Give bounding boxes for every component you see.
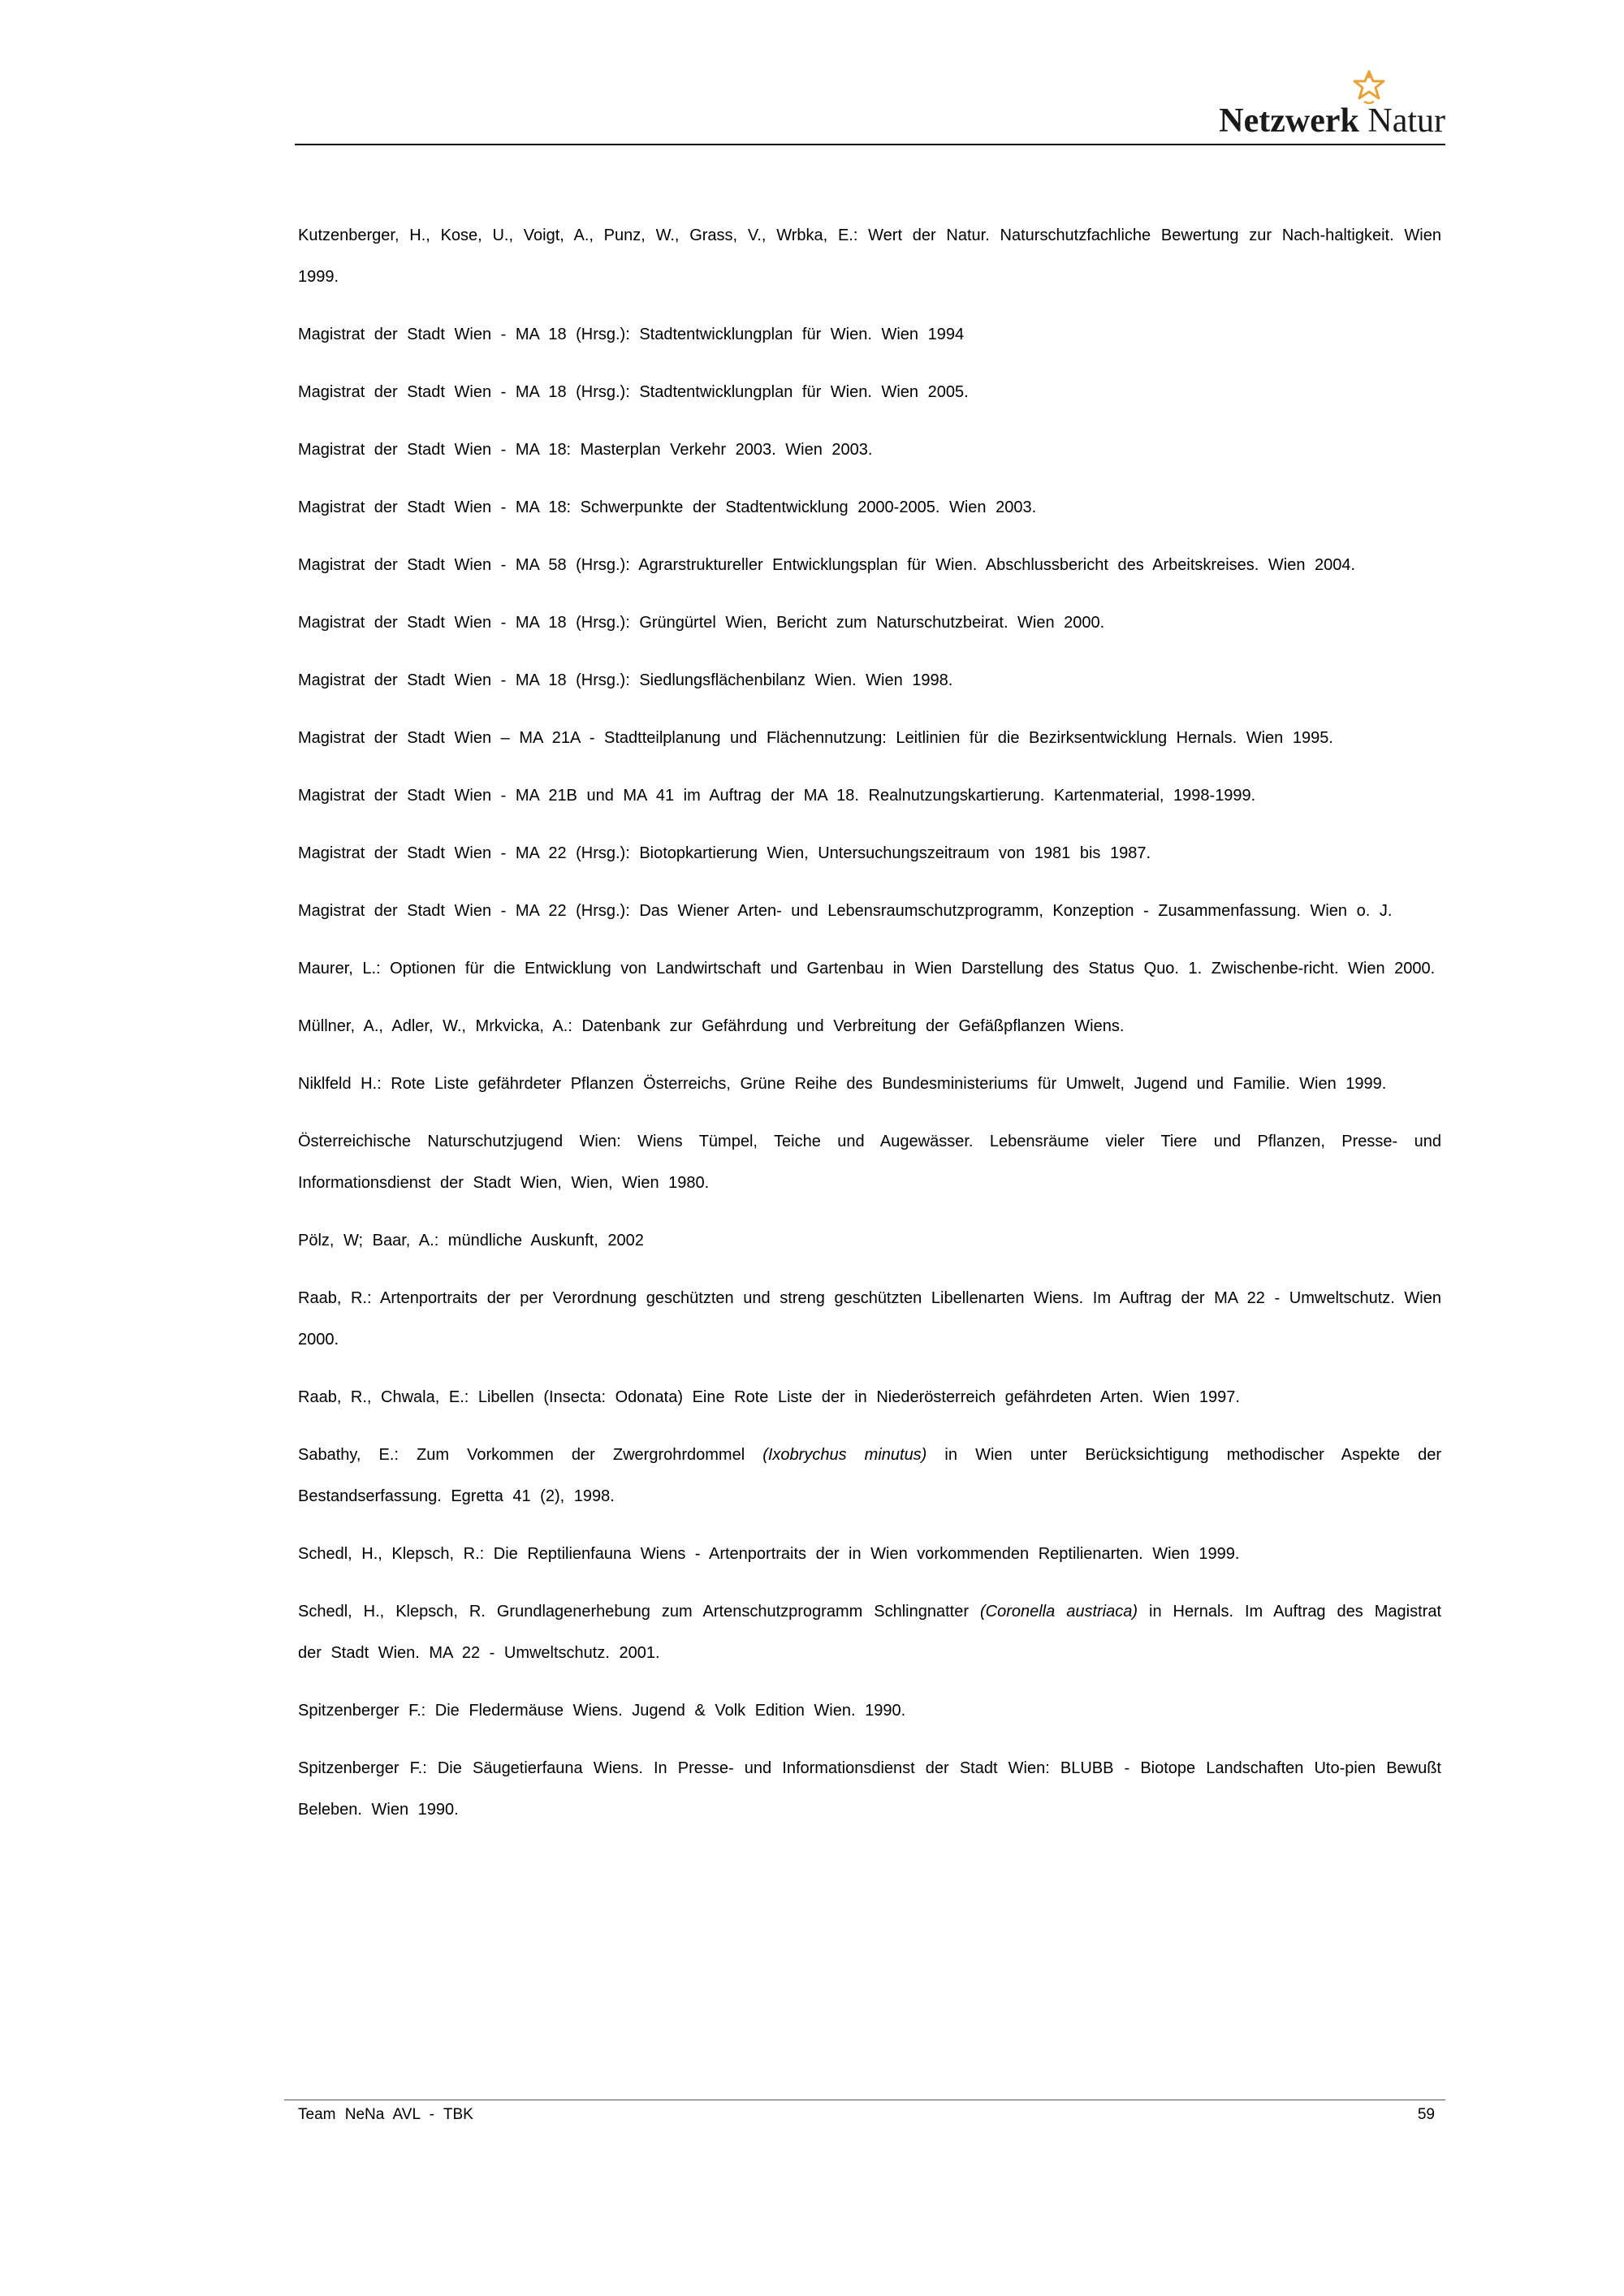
reference-entry: Magistrat der Stadt Wien - MA 18 (Hrsg.): Stadtentwicklungplan für Wien. Wien 1994 [298, 326, 965, 343]
page-number: 59 [1417, 2106, 1435, 2123]
species-name: (Coronella austriaca) [979, 1603, 1138, 1621]
reference-entry: Spitzenberger F.: Die Fledermäuse Wiens. Jugend & Volk Edition Wien. 1990. [298, 1702, 906, 1720]
footer-team-label: Team NeNa AVL - TBK [298, 2106, 473, 2123]
reference-entry [298, 1435, 1441, 1517]
reference-entry: Magistrat der Stadt Wien - MA 21B und MA 41 im Auftrag der MA 18. Realnutzungskartierung. Kartenmaterial, 1998-1999. [298, 787, 1256, 805]
reference-entry: Niklfeld H.: Rote Liste gefährdeter Pflanzen Österreichs, Grüne Reihe des Bundesministeriums für Umwelt, Jugend und Familie. Wien 1999. [298, 1075, 1387, 1093]
reference-entry: Magistrat der Stadt Wien - MA 18 (Hrsg.): Stadtentwicklungplan für Wien. Wien 2005. [298, 383, 969, 401]
reference-entry: Magistrat der Stadt Wien – MA 21A - Stadtteilplanung und Flächennutzung: Leitlinien für die Bezirksentwicklung Hernals. Wien 1995. [298, 729, 1333, 747]
reference-text: Sabathy, E.: Zum Vorkommen der Zwergrohrdommel [298, 1446, 763, 1464]
reference-entry: Maurer, L.: Optionen für die Entwicklung von Landwirtschaft und Gartenbau in Wien Darstellung des Status Quo. 1. Zwischenbe-richt. Wien 2000. [298, 960, 1436, 978]
brand-name [1219, 101, 1445, 140]
brand-name-part1: Netzwerk [1219, 102, 1359, 140]
reference-text: Schedl, H., Klepsch, R. Grundlagenerhebung zum Artenschutzprogramm Schlingnatter [298, 1603, 980, 1621]
reference-entry: Magistrat der Stadt Wien - MA 18: Schwerpunkte der Stadtentwicklung 2000-2005. Wien 2003. [298, 498, 1037, 516]
reference-entry: Raab, R.: Artenportraits der per Verordnung geschützten und streng geschützten Libellenarten Wiens. Im Auftrag der MA 22 - Umweltschutz. Wien 2000. [298, 1289, 1441, 1349]
reference-entry: Magistrat der Stadt Wien - MA 22 (Hrsg.): Das Wiener Arten- und Lebensraumschutzprogramm, Konzeption - Zusammenfassung. Wien o. J. [298, 902, 1393, 920]
reference-entry: Müllner, A., Adler, W., Mrkvicka, A.: Datenbank zur Gefährdung und Verbreitung der Gefäßpflanzen Wiens. [298, 1017, 1125, 1035]
species-name: (Ixobrychus minutus) [762, 1446, 927, 1464]
reference-text: in Wien unter Berücksichtigung methodischer Aspekte der Bestandserfassung. Egretta 41 (2), 1998. [298, 1446, 1442, 1505]
reference-entry: Raab, R., Chwala, E.: Libellen (Insecta: Odonata) Eine Rote Liste der in Niederösterreich gefährdeten Arten. Wien 1997. [298, 1388, 1240, 1406]
reference-entry: Österreichische Naturschutzjugend Wien: Wiens Tümpel, Teiche und Augewässer. Lebensräume vieler Tiere und Pflanzen, Presse- und Informationsdienst der Stadt Wien, Wien, Wien 1980. [298, 1133, 1441, 1192]
reference-entry: Magistrat der Stadt Wien - MA 58 (Hrsg.): Agrarstruktureller Entwicklungsplan für Wien. Abschlussbericht des Arbeitskreises. Wien 2004. [298, 556, 1356, 574]
reference-entry: Kutzenberger, H., Kose, U., Voigt, A., Punz, W., Grass, V., Wrbka, E.: Wert der Natur. Naturschutzfachliche Bewertung zur Nach-haltigkeit. Wien 1999. [298, 227, 1441, 286]
reference-entry: Magistrat der Stadt Wien - MA 18 (Hrsg.): Siedlungsflächenbilanz Wien. Wien 1998. [298, 671, 953, 689]
reference-entry: Magistrat der Stadt Wien - MA 18 (Hrsg.): Grüngürtel Wien, Bericht zum Naturschutzbeirat. Wien 2000. [298, 614, 1105, 632]
brand-name-part2: Natur [1367, 102, 1445, 140]
reference-entry: Magistrat der Stadt Wien - MA 22 (Hrsg.): Biotopkartierung Wien, Untersuchungszeitraum von 1981 bis 1987. [298, 844, 1151, 862]
reference-text: in Hernals. Im Auftrag des Magistrat der Stadt Wien. MA 22 - Umweltschutz. 2001. [298, 1603, 1441, 1662]
reference-entry: Schedl, H., Klepsch, R.: Die Reptilienfauna Wiens - Artenportraits der in Wien vorkommenden Reptilienarten. Wien 1999. [298, 1545, 1240, 1563]
header-logo [1194, 69, 1453, 142]
reference-entry [298, 1591, 1441, 1674]
reference-entry: Magistrat der Stadt Wien - MA 18: Masterplan Verkehr 2003. Wien 2003. [298, 441, 873, 459]
reference-entry: Spitzenberger F.: Die Säugetierfauna Wiens. In Presse- und Informationsdienst der Stadt Wien: BLUBB - Biotope Landschaften Uto-pien Bewußt Beleben. Wien 1990. [298, 1759, 1441, 1819]
reference-entry: Pölz, W; Baar, A.: mündliche Auskunft, 2002 [298, 1232, 644, 1249]
reference-list [298, 215, 1441, 1847]
header-divider [295, 144, 1445, 145]
